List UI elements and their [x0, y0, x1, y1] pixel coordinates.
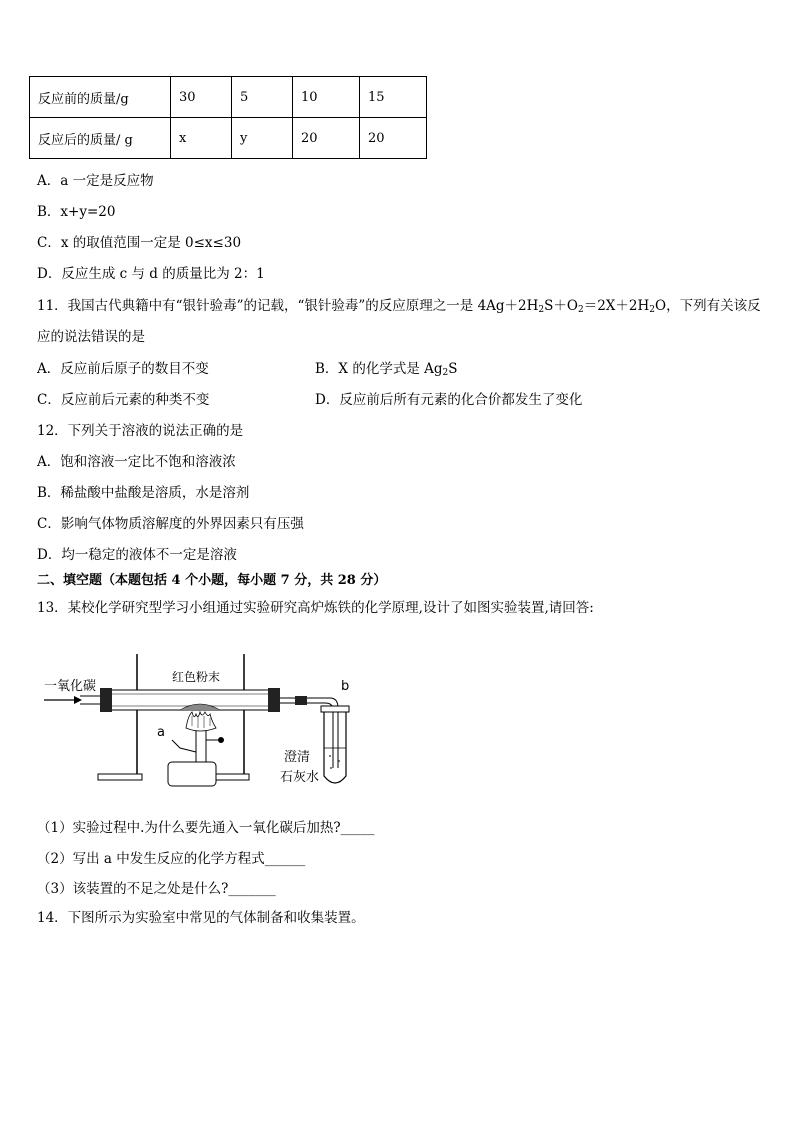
table-cell: 20	[360, 118, 427, 159]
q12-option-d: D．均一稳定的液体不一定是溶液	[37, 547, 237, 563]
q10-option-d: D．反应生成 c 与 d 的质量比为 2：1	[37, 266, 265, 282]
q11-option-d: D．反应前后所有元素的化合价都发生了变化	[315, 392, 583, 408]
test-tube-mouth	[321, 706, 349, 712]
stand-base-left	[98, 774, 142, 780]
experiment-apparatus-diagram	[40, 648, 380, 793]
flame	[186, 712, 216, 731]
table-cell: 30	[171, 77, 232, 118]
q11-option-b: B．X 的化学式是 $Ag_2S$	[315, 361, 458, 378]
table-cell: x	[171, 118, 232, 159]
label-red-powder: 红色粉末	[172, 670, 221, 684]
q12-stem: 12．下列关于溶液的说法正确的是	[37, 423, 244, 439]
q10-option-c: C．x 的取值范围一定是 0≤x≤30	[37, 235, 242, 251]
q11-option-c: C．反应前后元素的种类不变	[37, 392, 210, 408]
label-a: a	[157, 725, 165, 740]
q11-stem-line2: 应的说法错误的是	[37, 329, 145, 345]
q13-sub-3: （3）该装置的不足之处是什么?_______	[37, 881, 276, 897]
q12-option-c: C．影响气体物质溶解度的外界因素只有压强	[37, 516, 304, 532]
q13-sub-1: （1）实验过程中.为什么要先通入一氧化碳后加热?_____	[37, 820, 375, 836]
q14-stem: 14．下图所示为实验室中常见的气体制备和收集装置。	[37, 910, 365, 926]
q11-stem: 11．我国古代典籍中有“银针验毒”的记载，“银针验毒”的反应原理之一是 $4Ag+2H_2S+O_2=2X+2H_2O$，下列有关该反	[37, 298, 761, 315]
table-cell: 反应后的质量/ g	[30, 118, 171, 159]
table-cell: 15	[360, 77, 427, 118]
q11-option-a: A．反应前后原子的数目不变	[37, 361, 209, 377]
table-cell: 20	[293, 118, 360, 159]
table-row	[30, 118, 427, 159]
mass-table	[29, 76, 427, 159]
table-cell: 10	[293, 77, 360, 118]
label-b: b	[341, 679, 350, 694]
rubber-joint	[295, 696, 307, 705]
q13-stem: 13．某校化学研究型学习小组通过实验研究高炉炼铁的化学原理,设计了如图实验装置,请回答:	[37, 600, 594, 616]
label-limewater-1: 澄清	[284, 750, 311, 765]
table-cell: 5	[232, 77, 293, 118]
q12-option-b: B．稀盐酸中盐酸是溶质，水是溶剂	[37, 485, 250, 501]
q10-option-a: A．a 一定是反应物	[37, 173, 154, 189]
q13-sub-2: （2）写出 a 中发生反应的化学方程式______	[37, 851, 306, 867]
arrow-head-icon	[74, 696, 82, 704]
q10-option-b: B．x+y=20	[37, 204, 116, 220]
section-heading: 二、填空题（本题包括 4 个小题，每小题 7 分，共 28 分）	[37, 573, 387, 588]
table-cell: 反应前的质量/g	[30, 77, 171, 118]
label-limewater-2: 石灰水	[280, 770, 320, 785]
stopper-right	[268, 688, 280, 712]
burner-valve-icon	[218, 737, 224, 743]
test-tube	[324, 710, 346, 783]
label-carbon-monoxide: 一氧化碳	[44, 679, 97, 694]
burner-body	[168, 762, 216, 786]
q12-option-a: A．饱和溶液一定比不饱和溶液浓	[37, 454, 236, 470]
table-cell: y	[232, 118, 293, 159]
table-row	[30, 77, 427, 118]
stopper-left	[100, 688, 112, 712]
